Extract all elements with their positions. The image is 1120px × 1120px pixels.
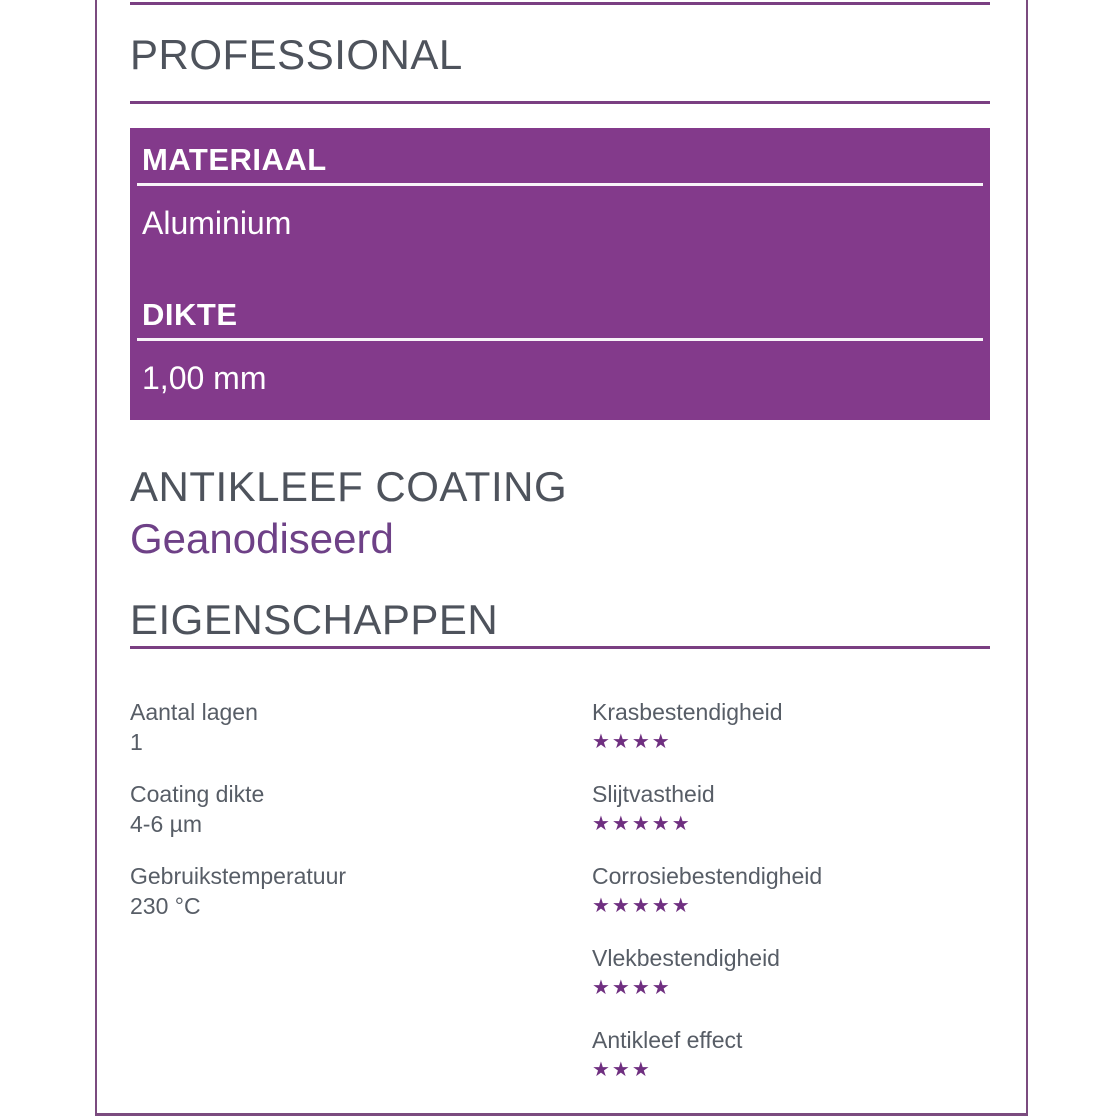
property-antikleef-effect — [592, 1025, 990, 1085]
properties-column-right — [592, 697, 990, 1107]
property-vlekbestendigheid — [592, 943, 990, 1003]
left-border-line — [95, 0, 97, 1116]
thickness-underline — [137, 338, 983, 341]
property-aantal-lagen — [130, 697, 592, 757]
star-rating: ★★★★ — [592, 977, 672, 999]
page-title: PROFESSIONAL — [130, 31, 463, 78]
properties-section-title: EIGENSCHAPPEN — [130, 596, 499, 643]
top-divider — [130, 2, 990, 5]
material-value: Aluminium — [142, 205, 292, 241]
property-label: Vlekbestendigheid — [592, 945, 780, 971]
property-value: 1 — [130, 729, 143, 755]
thickness-label: DIKTE — [142, 297, 238, 332]
property-label: Coating dikte — [130, 781, 265, 807]
title-divider — [130, 101, 990, 104]
property-label: Antikleef effect — [592, 1027, 743, 1053]
property-corrosiebestendigheid — [592, 861, 990, 921]
material-label: MATERIAAL — [142, 142, 327, 177]
property-coating-dikte — [130, 779, 592, 839]
coating-value: Geanodiseerd — [130, 515, 394, 562]
star-rating: ★★★★★ — [592, 895, 692, 917]
property-gebruikstemperatuur — [130, 861, 592, 921]
spec-sheet — [130, 0, 990, 1107]
property-slijtvastheid — [592, 779, 990, 839]
thickness-value: 1,00 mm — [142, 360, 267, 396]
property-label: Slijtvastheid — [592, 781, 715, 807]
property-value: 4-6 µm — [130, 811, 203, 837]
bottom-border-line — [95, 1113, 1028, 1116]
properties-divider — [130, 646, 990, 649]
right-border-line — [1026, 0, 1028, 1116]
star-rating: ★★★ — [592, 1059, 652, 1081]
property-krasbestendigheid — [592, 697, 990, 757]
properties-grid — [130, 697, 990, 1107]
property-label: Corrosiebestendigheid — [592, 863, 823, 889]
properties-column-left — [130, 697, 592, 1107]
property-label: Gebruikstemperatuur — [130, 863, 347, 889]
star-rating: ★★★★★ — [592, 813, 692, 835]
star-rating: ★★★★ — [592, 731, 672, 753]
property-label: Aantal lagen — [130, 699, 258, 725]
material-underline — [137, 183, 983, 186]
property-label: Krasbestendigheid — [592, 699, 783, 725]
coating-section-title: ANTIKLEEF COATING — [130, 463, 568, 510]
property-value: 230 °C — [130, 893, 201, 919]
material-panel — [130, 128, 990, 420]
